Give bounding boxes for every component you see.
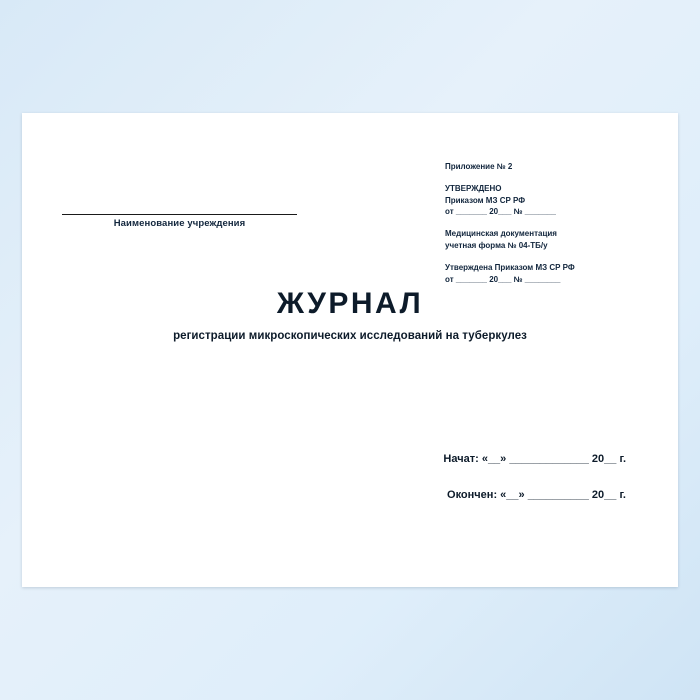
institution-blank-line (62, 214, 297, 215)
doc-type-line-2: учетная форма № 04-ТБ/у (445, 240, 548, 250)
confirmed-group (445, 262, 645, 285)
institution-label: Наименование учреждения (113, 218, 246, 229)
institution-block (62, 214, 297, 229)
started-date-line: Начат: «__» _____________ 20__ г. (443, 453, 626, 465)
approved-group (445, 183, 645, 217)
confirmed-date: от _______ 20___ № ________ (445, 274, 561, 284)
document-page (22, 113, 678, 587)
approved-order: Приказом МЗ СР РФ (445, 195, 526, 205)
page-title: ЖУРНАЛ (276, 287, 424, 320)
date-block (296, 453, 626, 501)
approval-block (445, 161, 645, 285)
title-block (22, 287, 678, 342)
doc-type-group (445, 228, 645, 251)
approved-date: от _______ 20___ № _______ (445, 207, 556, 217)
confirmed-caption: Утверждена Приказом МЗ СР РФ (445, 263, 575, 273)
finished-date-line: Окончен: «__» __________ 20__ г. (447, 489, 626, 501)
page-subtitle: регистрации микроскопических исследований на туберкулез (173, 330, 527, 342)
doc-type-line-1: Медицинская документация (445, 229, 557, 239)
appendix-group (445, 161, 645, 172)
appendix-number: Приложение № 2 (445, 162, 513, 171)
approved-caption: УТВЕРЖДЕНО (445, 184, 502, 194)
